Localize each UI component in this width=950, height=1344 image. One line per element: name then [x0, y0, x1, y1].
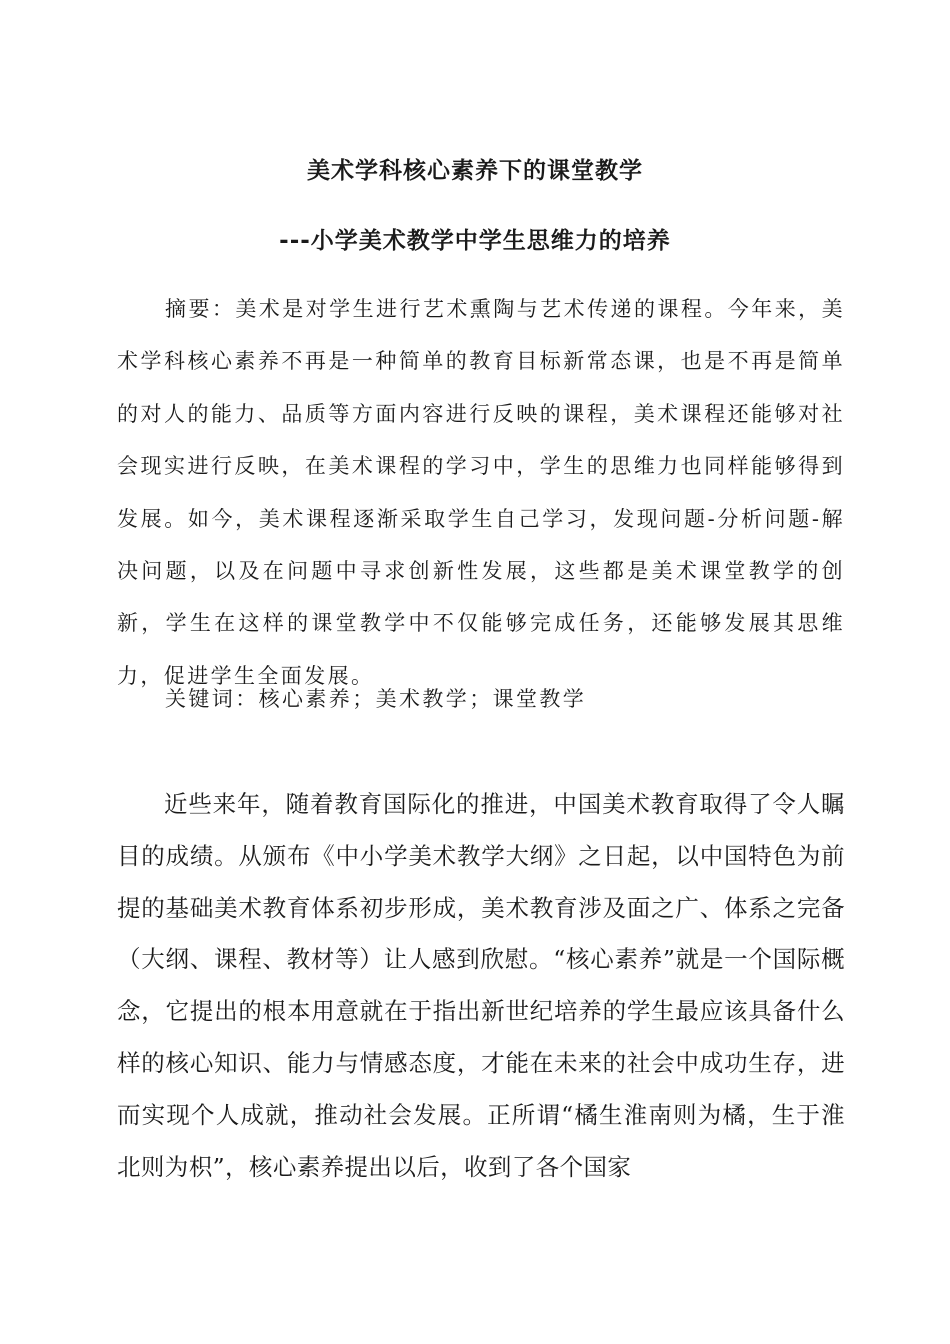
- body-paragraph: 近些来年，随着教育国际化的推进，中国美术教育取得了令人瞩目的成绩。从颁布《中小学美术教学大纲》之日起，以中国特色为前提的基础美术教育体系初步形成，美术教育涉及面之广、体系之完备（大纲、课程、教材等）让人感到欣慰。“核心素养”就是一个国际概念，它提出的根本用意就在于指出新世纪培养的学生最应该具备什么样的核心知识、能力与情感态度，才能在未来的社会中成功生存，进而实现个人成就，推动社会发展。正所谓“橘生淮南则为橘，生于淮北则为枳”，核心素养提出以后，收到了各个国家: [117, 790, 845, 1181]
- document-title: 美术学科核心素养下的课堂教学: [307, 158, 643, 184]
- keywords-line: 关键词：核心素养；美术教学；课堂教学: [165, 687, 587, 711]
- abstract-paragraph: 摘要：美术是对学生进行艺术熏陶与艺术传递的课程。今年来，美术学科核心素养不再是一种简单的教育目标新常态课，也是不再是简单的对人的能力、品质等方面内容进行反映的课程，美术课程还能够对社会现实进行反映，在美术课程的学习中，学生的思维力也同样能够得到发展。如今，美术课程逐渐采取学生自己学习，发现问题-分析问题-解决问题，以及在问题中寻求创新性发展，这些都是美术课堂教学的创新，学生在这样的课堂教学中不仅能够完成任务，还能够发展其思维力，促进学生全面发展。: [117, 297, 845, 688]
- document-subtitle: ---小学美术教学中学生思维力的培养: [279, 228, 671, 254]
